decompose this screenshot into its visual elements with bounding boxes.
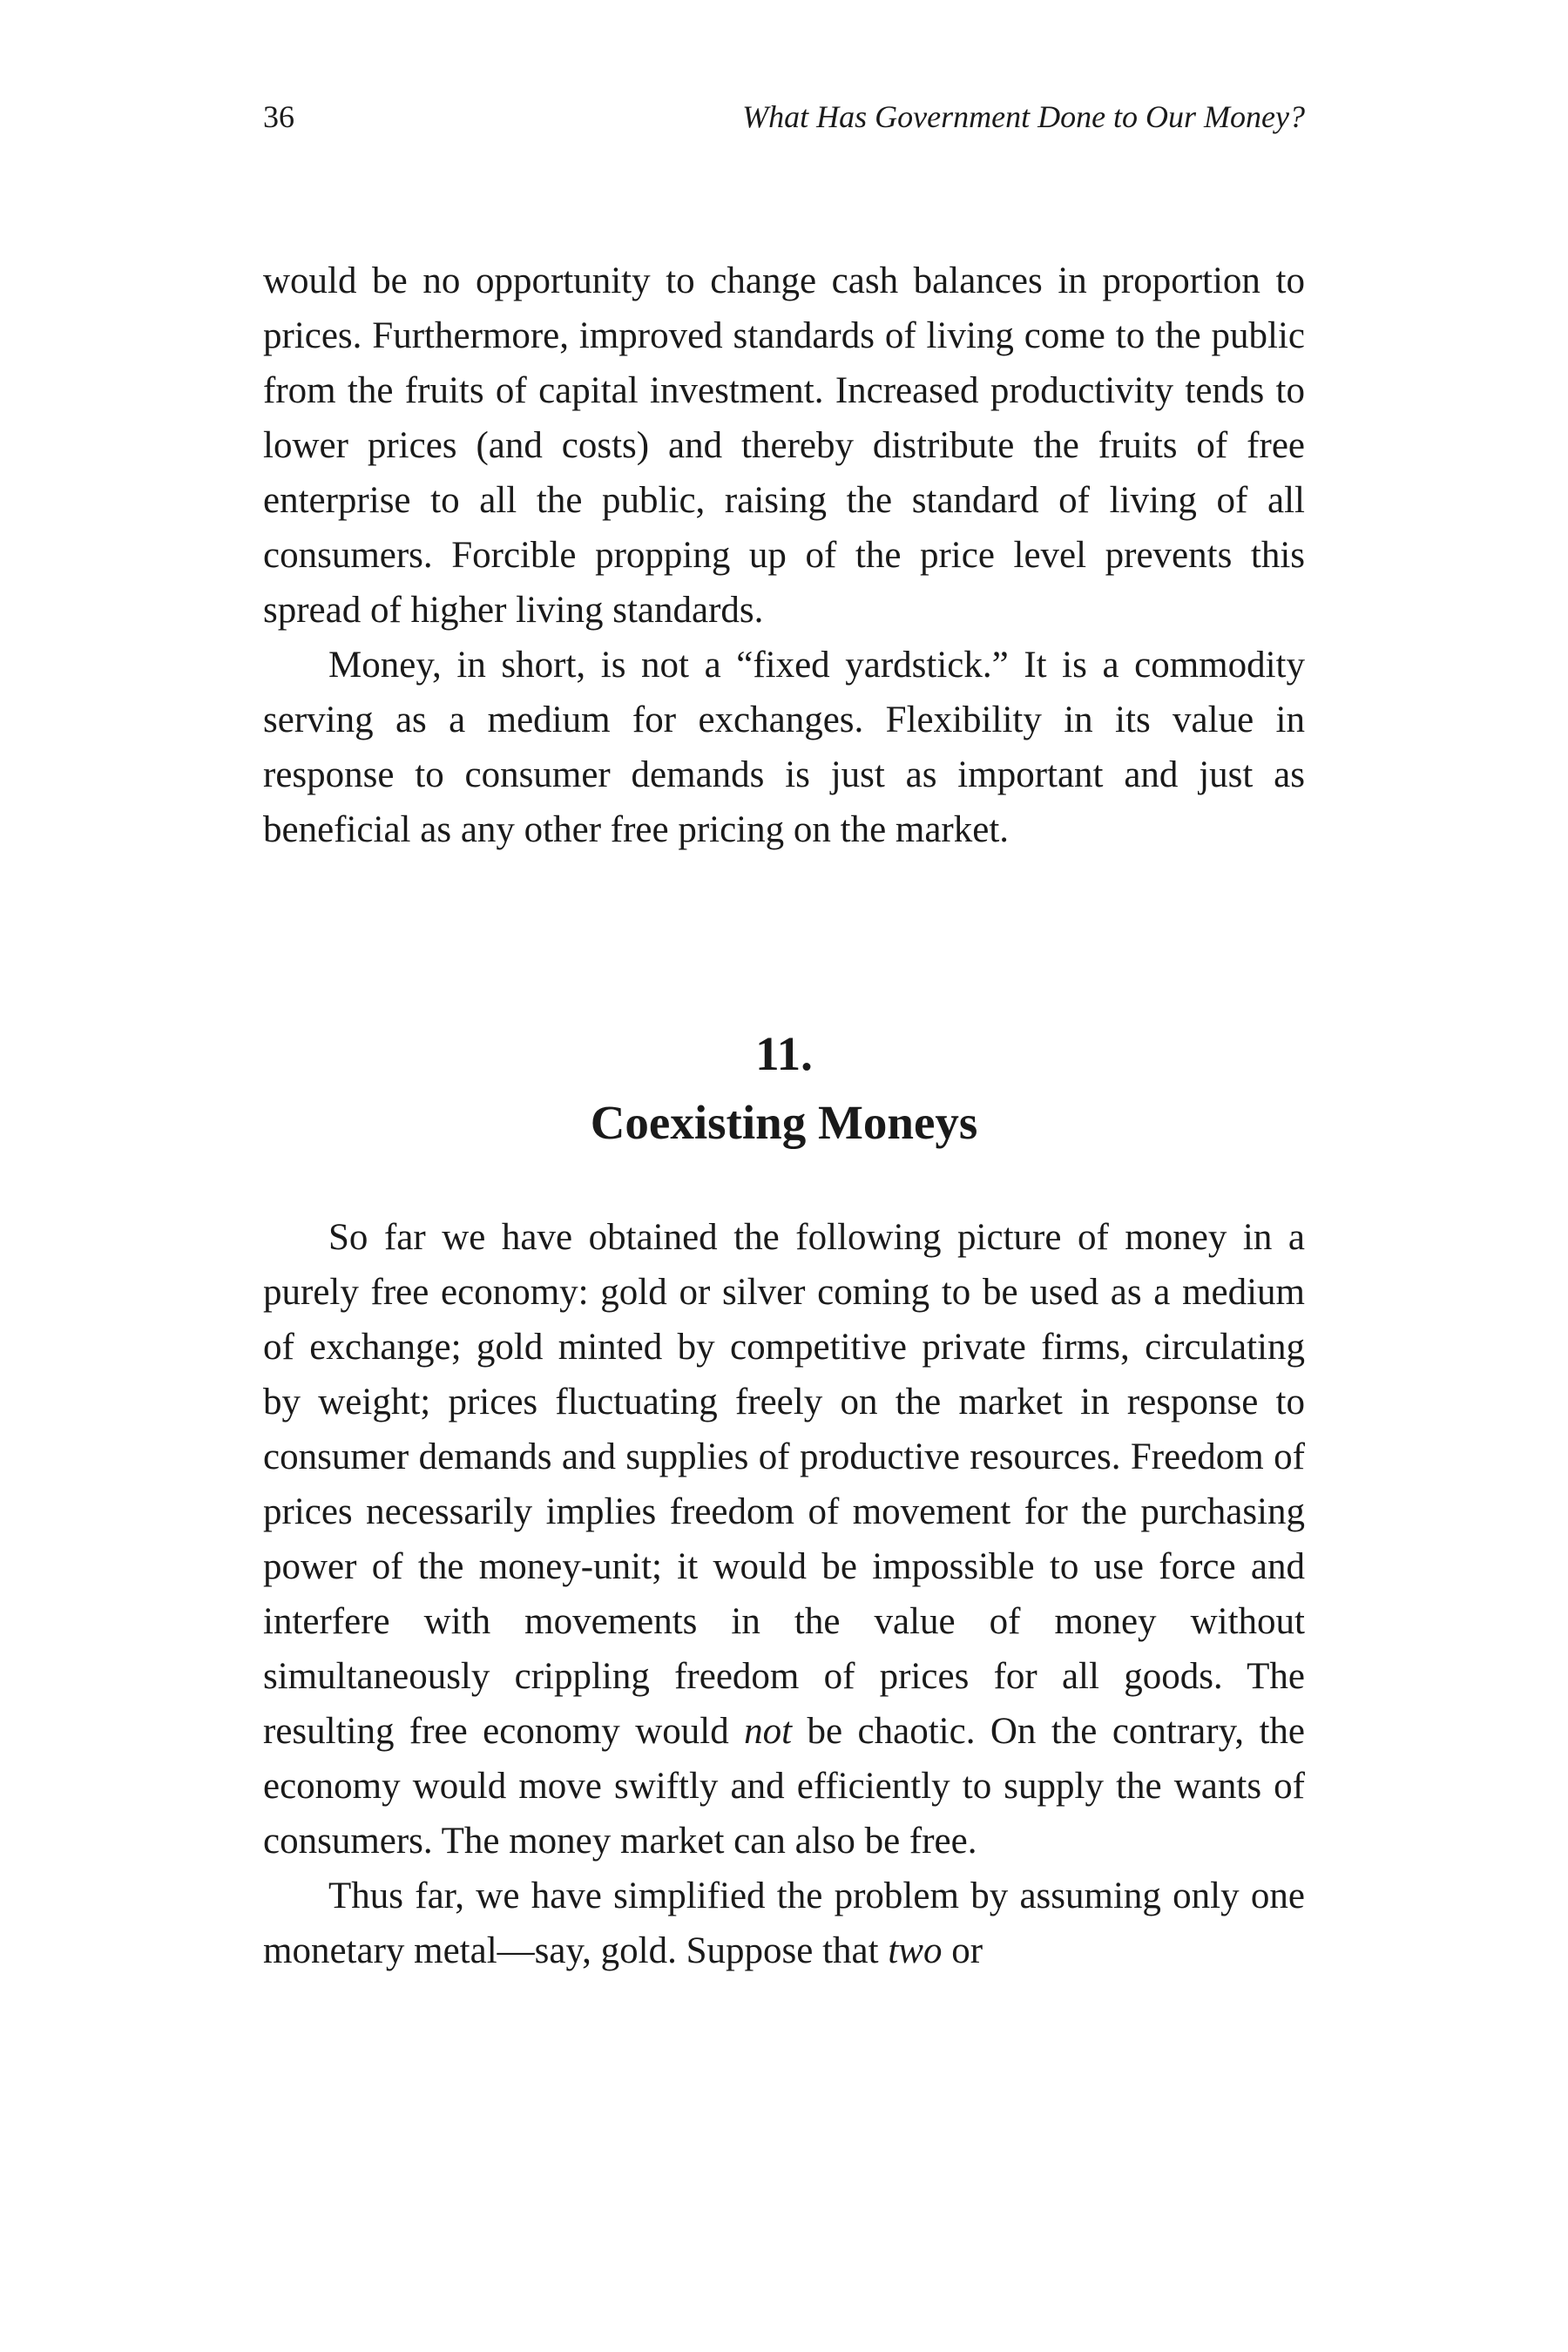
section-title: Coexisting Moneys [590, 1096, 978, 1149]
paragraph: would be no opportunity to change cash balances in proportion to prices. Furthermore, improved standards of living come to the public from the fruits of capital investment. Increased productivity tends to lower prices (and costs) and thereby distribute the fruits of free enterprise to all the public, raising the standard of living of all consumers. Forcible propping up of the price level prevents this spread of higher living standards. [263, 260, 1305, 631]
emphasis: not [744, 1711, 793, 1752]
body-text-bottom [263, 1210, 1305, 1978]
running-title: What Has Government Done to Our Money? [742, 99, 1305, 134]
page-number: 36 [263, 99, 294, 134]
section-number: 11. [755, 1027, 813, 1080]
running-head [263, 92, 1305, 141]
paragraph: Thus far, we have simplified the problem by assuming only one monetary metal—say, gold. Suppose that two or [263, 1876, 1305, 1971]
body-text-top [263, 253, 1305, 857]
paragraph: Money, in short, is not a “fixed yardstick.” It is a commodity serving as a medium for exchanges. Flexibility in its value in response to consumer demands is just as important and just as beneficial as any other free pricing on the market. [263, 645, 1305, 850]
section-heading [263, 1019, 1305, 1157]
paragraph: So far we have obtained the following picture of money in a purely free economy: gold or silver coming to be used as a medium of exchange; gold minted by competitive private firms, circulating by weight; prices fluctuating freely on the market in response to consumer demands and supplies of productive resources. Freedom of prices necessarily implies freedom of movement for the purchasing power of the money-unit; it would be impossible to use force and interfere with movements in the value of money without simultaneously crippling freedom of prices for all goods. The resulting free economy would not be chaotic. On the contrary, the economy would move swiftly and efficiently to supply the wants of consumers. The money market can also be free. [263, 1217, 1305, 1862]
emphasis: two [888, 1930, 943, 1971]
